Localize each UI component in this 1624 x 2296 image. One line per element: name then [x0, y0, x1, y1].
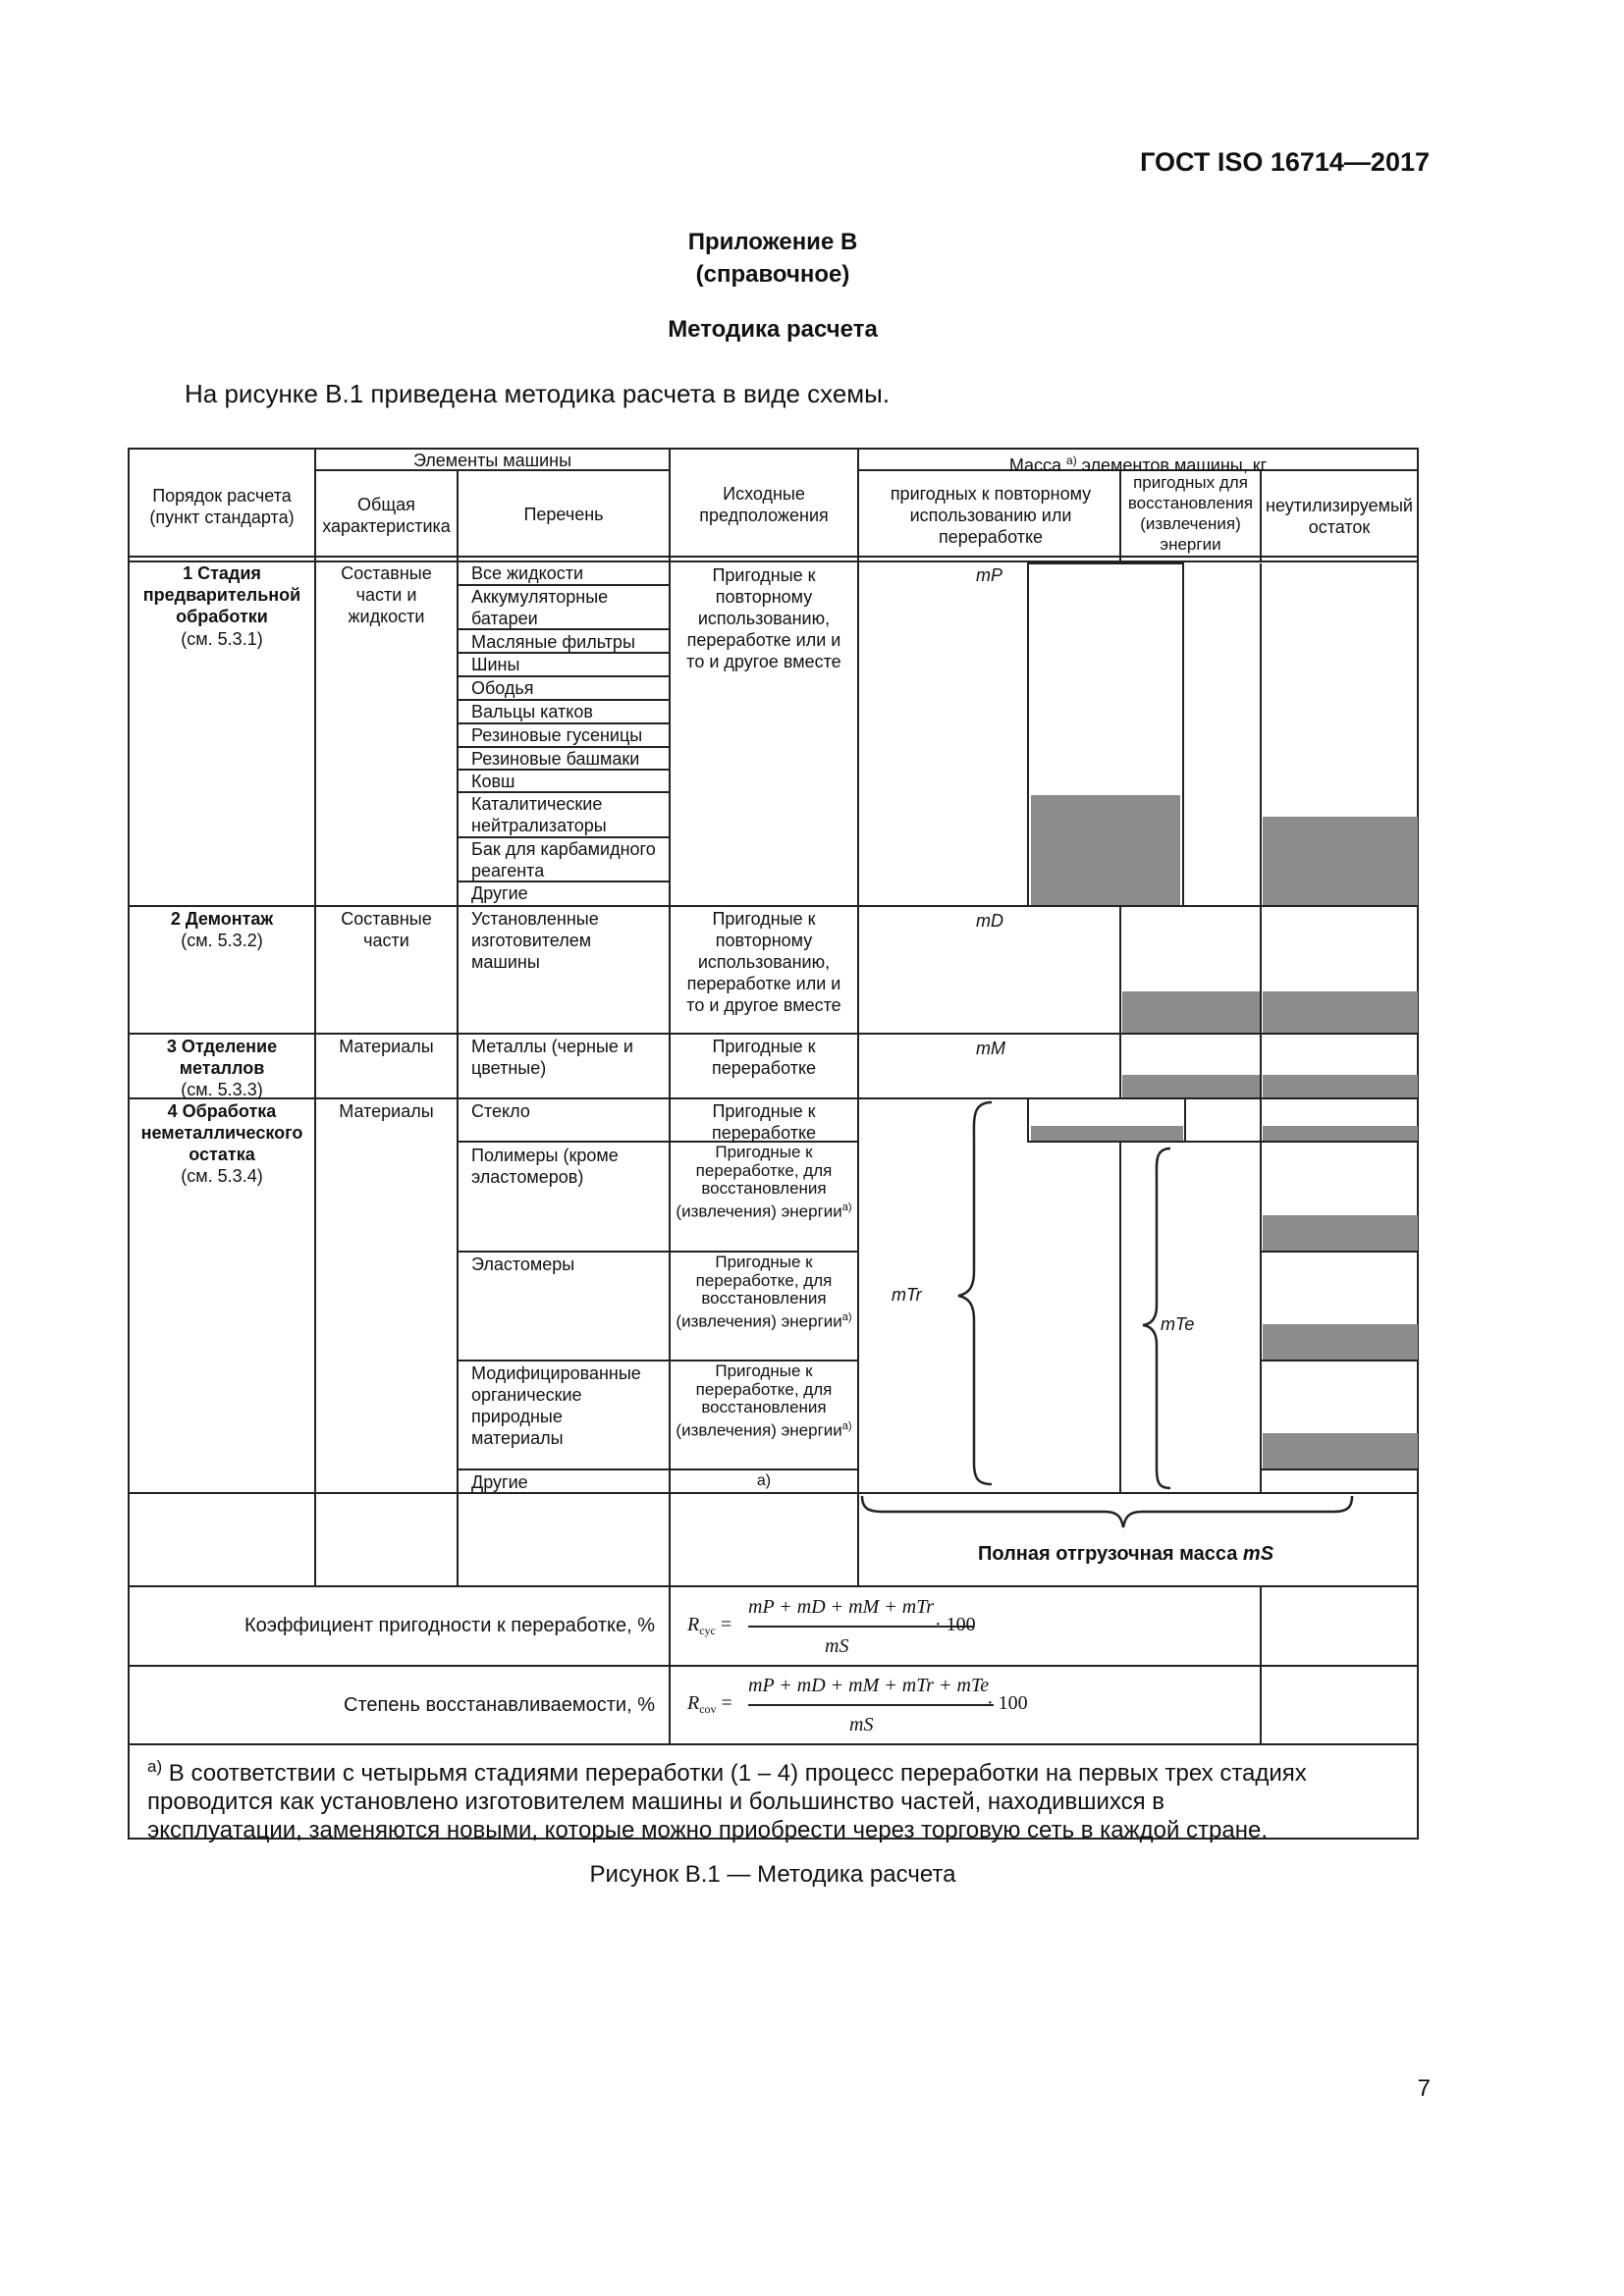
footnote-mark: а) [147, 1757, 163, 1776]
brace-ms [862, 1496, 1352, 1527]
recoverability-label: Степень восстанавливаемости, % [344, 1694, 655, 1716]
header-mass-word: Масса [1008, 455, 1062, 475]
formula-denominator: mS [825, 1635, 849, 1657]
stage2-general: Составные части [341, 909, 432, 950]
stage1-item: Ободья [471, 678, 534, 698]
stage4-item: Другие [471, 1472, 528, 1492]
page-number: 7 [1417, 2075, 1431, 2102]
bar-residue-glass [1263, 1126, 1418, 1141]
stage1-name: 1 Стадия предварительной обработки [142, 563, 301, 626]
formula-factor: · 100 [987, 1692, 1028, 1714]
header-waste: неутилизируемый остаток [1266, 496, 1413, 537]
stage4-assumption-other: а) [756, 1472, 772, 1489]
bar-md [1122, 991, 1260, 1033]
stage3-mass-label: mM [976, 1039, 1005, 1058]
stage3-general: Материалы [339, 1037, 434, 1056]
formula-numerator: mP + mD + mM + mTr + mTe [748, 1675, 990, 1696]
stage1-item: Бак для карбамидного реагента [471, 839, 656, 881]
stage2-name: 2 Демонтаж [170, 909, 274, 929]
stage4-assumption-text: Пригодные к переработке, для восстановления (извлечения) энергии [676, 1143, 842, 1221]
header-elements: Элементы машины [412, 451, 572, 470]
stage1-item: Вальцы катков [471, 702, 593, 721]
mass-te-label: mTe [1161, 1314, 1195, 1334]
stage2-item: Установленные изготовителем машины [471, 909, 599, 972]
figure-caption: Рисунок В.1 — Методика расчета [589, 1861, 956, 1888]
appendix-subtitle: (справочное) [695, 261, 850, 288]
stage2-assumption: Пригодные к повторному использованию, переработке или и то и другое вместе [686, 909, 841, 1015]
stage3-ref: (см. 5.3.3) [181, 1080, 263, 1099]
stage4-item: Стекло [471, 1101, 530, 1121]
stage1-item: Все жидкости [471, 563, 584, 583]
stage4-assumption [670, 1254, 858, 1331]
stage1-item: Другие [471, 883, 528, 903]
stage1-ref: (см. 5.3.1) [181, 629, 263, 649]
stage1-mass-label: mP [976, 565, 1002, 585]
stage4-ref: (см. 5.3.4) [181, 1166, 263, 1186]
table-footnote [147, 1752, 1326, 1844]
section-title: Методика расчета [668, 316, 878, 343]
stage4-name: 4 Обработка неметаллического остатка [140, 1101, 303, 1164]
bar-residue-modified [1263, 1433, 1418, 1468]
bar-mp [1031, 795, 1180, 905]
stage1-item: Масляные фильтры [471, 632, 635, 652]
header-reuse: пригодных к повторному использованию или переработке [890, 484, 1092, 547]
bar-glass [1031, 1126, 1183, 1141]
stage2-ref: (см. 5.3.2) [181, 931, 263, 950]
bar-residue-polymers [1263, 1215, 1418, 1251]
stage1-general: Составные части и жидкости [341, 563, 432, 626]
stage1-assumption: Пригодные к повторному использованию, переработке или и то и другое вместе [686, 565, 841, 671]
formula-factor: · 100 [935, 1614, 976, 1635]
stage4-assumption [670, 1144, 858, 1221]
mass-bars [1031, 795, 1418, 1468]
header-mass-tail: элементов машины, кг [1081, 455, 1268, 475]
stage1-item: Аккумуляторные батареи [471, 587, 609, 628]
formula-lhs: $R_{cov}$ = [687, 1692, 732, 1716]
stage1-item: Резиновые башмаки [471, 749, 640, 769]
header-general: Общая характеристика [322, 495, 451, 536]
stage4-assumption-text: Пригодные к переработке, для восстановления (извлечения) энергии [676, 1253, 842, 1331]
header-mass-sup: а) [1066, 454, 1077, 467]
stage4-item: Модифицированные органические природные материалы [471, 1363, 641, 1448]
header-list: Перечень [523, 505, 604, 524]
formula-r-sub: cyc [699, 1624, 716, 1637]
stage1-item: Резиновые гусеницы [471, 725, 643, 745]
stage4-assumption-sup: а) [841, 1419, 852, 1432]
stage4-assumption [670, 1362, 858, 1440]
formula-denominator: mS [849, 1714, 874, 1735]
stage3-assumption: Пригодные к переработке [711, 1037, 817, 1078]
stage1-item: Каталитические нейтрализаторы [471, 794, 607, 835]
formula-r: R [687, 1614, 700, 1635]
bar-mm [1122, 1075, 1260, 1097]
total-mass-label [978, 1543, 1273, 1565]
stage4-assumption-sup: а) [841, 1201, 852, 1213]
formula-r: R [687, 1692, 700, 1714]
stage1-item: Шины [471, 655, 520, 674]
mass-tr-label: mTr [892, 1285, 922, 1305]
bar-residue-elastomers [1263, 1324, 1418, 1360]
formula-fraction-bar [748, 1704, 994, 1706]
total-mass-symbol: mS [1242, 1543, 1274, 1565]
bar-residue-stage3 [1263, 1075, 1418, 1097]
intro-paragraph: На рисунке В.1 приведена методика расчета в виде схемы. [185, 379, 891, 408]
bar-residue-stage1 [1263, 817, 1418, 905]
stage4-assumption-text: Пригодные к переработке, для восстановления (извлечения) энергии [676, 1362, 842, 1440]
stage4-assumption: Пригодные к переработке [711, 1101, 817, 1143]
stage4-item: Эластомеры [471, 1255, 575, 1274]
header-order: Порядок расчета (пункт стандарта) [149, 486, 295, 527]
document-code: ГОСТ ISO 16714—2017 [1140, 147, 1430, 177]
formula-r-sub: cov [699, 1702, 717, 1716]
stage4-general: Материалы [339, 1101, 434, 1121]
stage3-name: 3 Отделение металлов [166, 1037, 278, 1078]
stage1-item: Ковш [471, 772, 515, 791]
appendix-title-main: Приложение В [687, 229, 858, 255]
bar-residue-stage2 [1263, 991, 1418, 1033]
brace-mtr [958, 1102, 992, 1484]
stage3-item: Металлы (черные и цветные) [471, 1037, 633, 1078]
formula-numerator: mP + mD + mM + mTr [748, 1596, 935, 1618]
formula-lhs: $R_{cyc}$ = [687, 1614, 732, 1637]
stage4-assumption-sup: а) [841, 1310, 852, 1323]
total-mass-text: Полная отгрузочная масса [978, 1543, 1238, 1565]
stage2-mass-label: mD [976, 911, 1003, 931]
footnote-text: В соответствии с четырьмя стадиями переработки (1 – 4) процесс переработки на первых трех стадиях проводится как установлено изготовителем машины и большинство частей, находившихся в эксплуатации, заменяются новыми, которые можно приобрести через торговую сеть в каждой стране. [147, 1760, 1307, 1843]
recyclability-label: Коэффициент пригодности к переработке, % [244, 1615, 655, 1636]
header-energy: пригодных для восстановления (извлечения) энергии [1127, 473, 1254, 554]
header-assumptions: Исходные предположения [699, 484, 829, 525]
stage4-item: Полимеры (кроме эластомеров) [471, 1146, 619, 1187]
